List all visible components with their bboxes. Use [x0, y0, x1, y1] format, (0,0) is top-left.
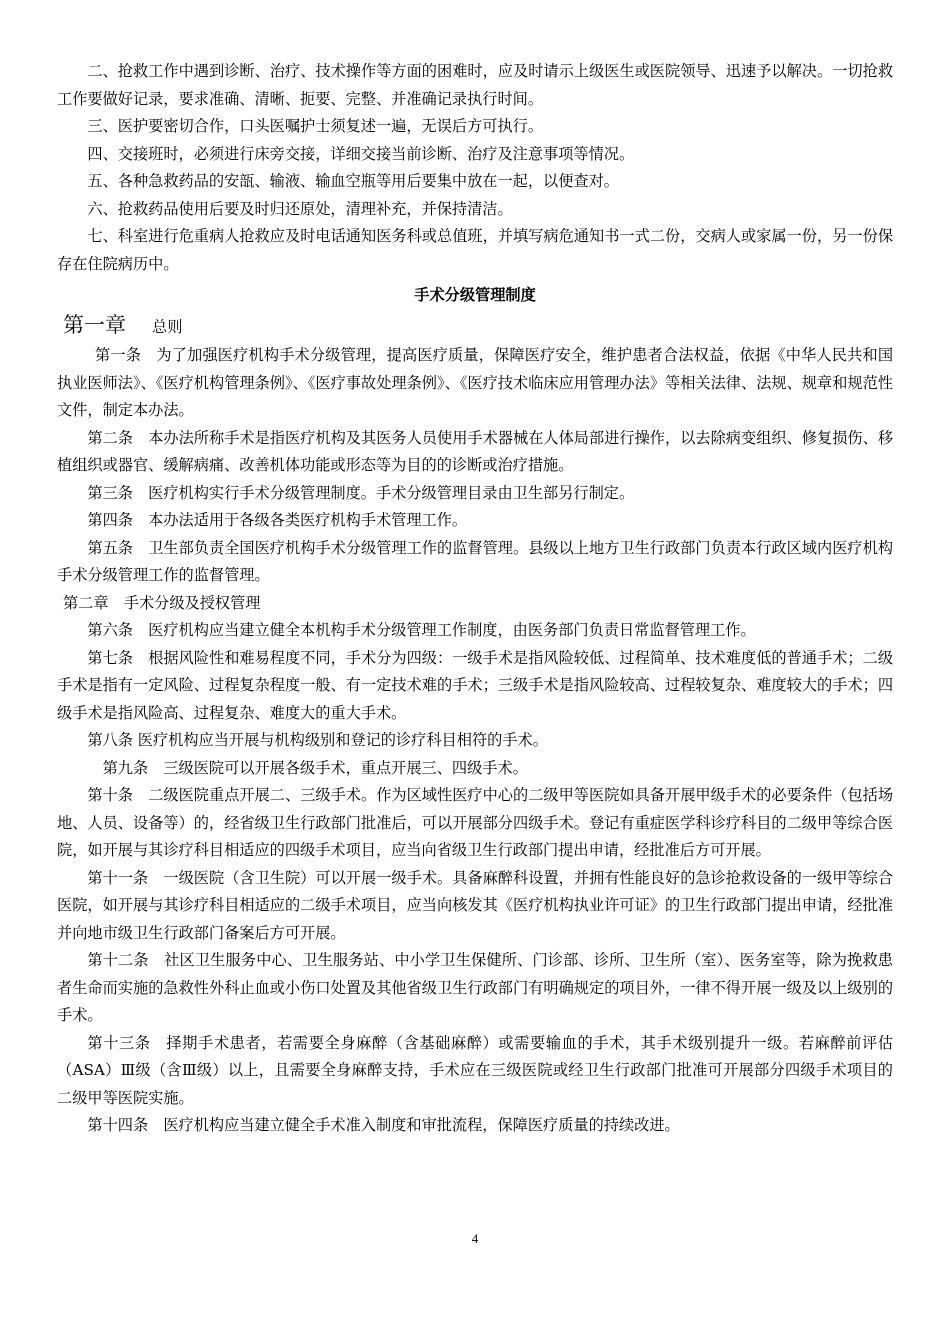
page-number: 4: [471, 1231, 479, 1246]
paragraph: 七、科室进行危重病人抢救应及时电话通知医务科或总值班，并填写病危通知书一式二份，交病人或家属一份，另一份保存在住院病历中。: [57, 227, 893, 273]
section-title: 手术分级管理制度: [414, 286, 536, 304]
article: 第十条 二级医院重点开展二、三级手术。作为区域性医疗中心的二级甲等医院如具备开展甲级手术的必要条件（包括场地、人员、设备等）的，经省级卫生行政部门批准后，可以开展部分四级手术。登记有重症医学科诊疗科目的二级甲等综合医院，如开展与其诊疗科目相适应的四级手术项目，应当向省级卫生行政部门提出申请，经批准后方可开展。: [57, 786, 893, 859]
paragraph: 二、抢救工作中遇到诊断、治疗、技术操作等方面的困难时，应及时请示上级医生或医院领导、迅速予以解决。一切抢救工作要做好记录，要求准确、清晰、扼要、完整、并准确记录执行时间。: [57, 62, 893, 108]
article: 第七条 根据风险性和难易程度不同，手术分为四级：一级手术是指风险较低、过程简单、技术难度低的普通手术；二级手术是指有一定风险、过程复杂程度一般、有一定技术难的手术；三级手术是指风险较高、过程较复杂、难度较大的手术；四级手术是指风险高、过程复杂、难度大的重大手术。: [57, 648, 893, 722]
article: 第十一条 一级医院（含卫生院）可以开展一级手术。具备麻醉科设置，并拥有性能良好的急诊抢救设备的一级甲等综合医院，如开展与其诊疗科目相适应的二级手术项目，应当向核发其《医疗机构执业许可证》的卫生行政部门提出申请，经批准并向地市级卫生行政部门备案后方可开展。: [57, 868, 893, 942]
article: 第十二条 社区卫生服务中心、卫生服务站、中小学卫生保健所、门诊部、诊所、卫生所（室）、医务室等，除为挽救患者生命而实施的急救性外科止血或小伤口处置及其他省级卫生行政部门有明确规定的项目外，一律不得开展一级及以上级别的手术。: [57, 951, 893, 1024]
article: 第二条 本办法所称手术是指医疗机构及其医务人员使用手术器械在人体局部进行操作，以去除病变组织、修复损伤、移植组织或器官、缓解病痛、改善机体功能或形态等为目的的诊断或治疗措施。: [57, 428, 893, 474]
chapter-number: 第一章: [63, 313, 126, 337]
article: 第九条 三级医院可以开展各级手术，重点开展三、四级手术。: [102, 758, 528, 777]
article: 第十四条 医疗机构应当建立健全手术准入制度和审批流程，保障医疗质量的持续改进。: [87, 1116, 680, 1134]
paragraph: 六、抢救药品使用后要及时归还原处，清理补充，并保持清洁。: [87, 199, 513, 218]
document-page: [57, 58, 893, 1140]
chapter-name: 总则: [152, 318, 183, 336]
paragraph: 三、医护要密切合作，口头医嘱护士须复述一遍，无误后方可执行。: [87, 117, 544, 135]
article: 第一条 为了加强医疗机构手术分级管理，提高医疗质量，保障医疗安全，维护患者合法权益，依据《中华人民共和国执业医师法》、《医疗机构管理条例》、《医疗事故处理条例》、《医疗技术临床应用管理办法》等相关法律、法规、规章和规范性文件，制定本办法。: [57, 346, 893, 419]
chapter-heading: [63, 310, 893, 342]
article: 第三条 医疗机构实行手术分级管理制度。手术分级管理目录由卫生部另行制定。: [87, 483, 635, 502]
article: 第四条 本办法适用于各级各类医疗机构手术管理工作。: [87, 511, 468, 529]
chapter-heading: 第二章 手术分级及授权管理: [63, 593, 261, 612]
article: 第六条 医疗机构应当建立健全本机构手术分级管理工作制度，由医务部门负责日常监督管理工作。: [87, 621, 756, 639]
article: 第五条 卫生部负责全国医疗机构手术分级管理工作的监督管理。县级以上地方卫生行政部门负责本行政区域内医疗机构手术分级管理工作的监督管理。: [57, 538, 893, 584]
paragraph: 五、各种急救药品的安瓿、输液、输血空瓶等用后要集中放在一起，以便查对。: [87, 172, 619, 190]
paragraph: 四、交接班时，必须进行床旁交接，详细交接当前诊断、治疗及注意事项等情况。: [87, 144, 635, 163]
article: 第十三条 择期手术患者，若需要全身麻醉（含基础麻醉）或需要输血的手术，其手术级别提升一级。若麻醉前评估（ASA）Ⅲ级（含Ⅲ级）以上，且需要全身麻醉支持，手术应在三级医院或经卫生行政部门批准可开展部分四级手术项目的二级甲等医院实施。: [57, 1033, 893, 1107]
article: 第八条 医疗机构应当开展与机构级别和登记的诊疗科目相符的手术。: [87, 731, 548, 749]
